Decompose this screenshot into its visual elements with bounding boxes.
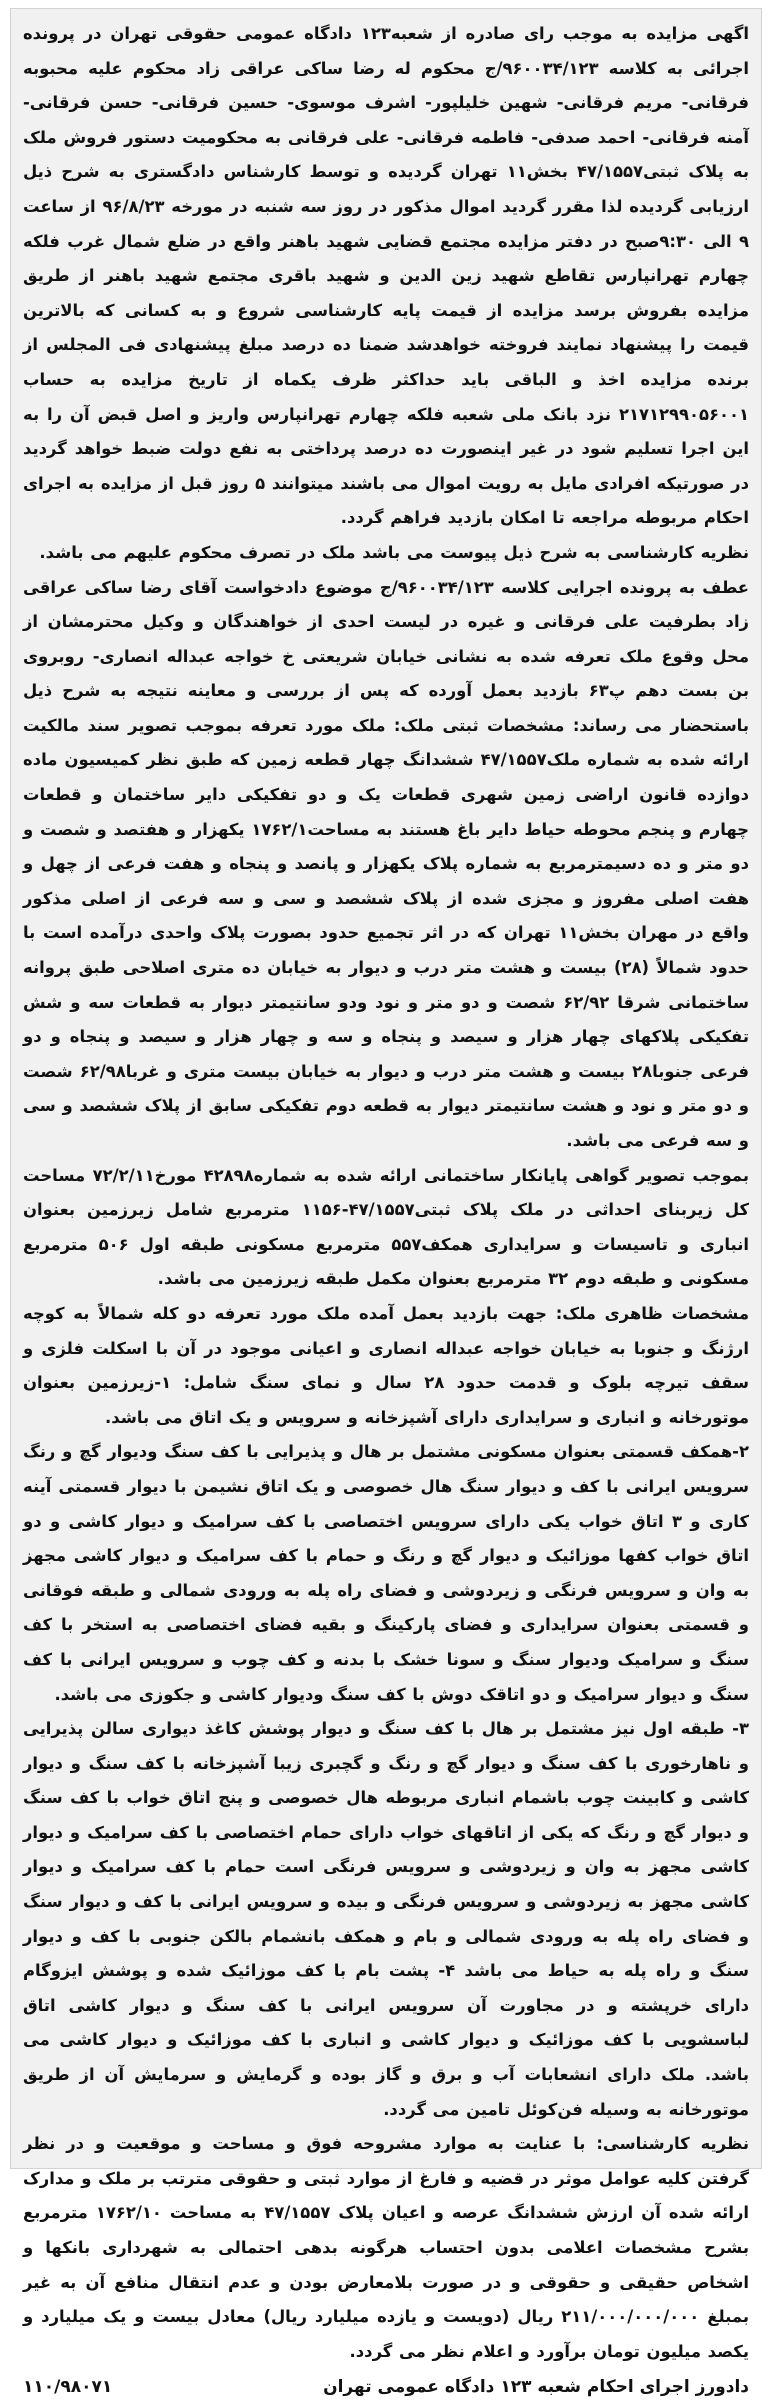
registration-details-paragraph: عطف به پرونده اجرایی کلاسه ۹۶۰۰۳۴/۱۲۳/ج موضوع دادخواست آقای رضا ساکی عراقی زاد بطرفیت علی فرقانی و غیره در لیست احدی از خواهندگان و وکیل محترمشان از محل وقوع ملک تعرفه شده به نشانی خیابان شریعتی خ خواجه عبداله انصاری- روبروی بن بست دهم پ۶۳ بازدید بعمل آورده که پس از بررسی و معاینه نتیجه به شرح ذیل باستحضار می رساند: مشخصات ثبتی ملک: ملک مورد تعرفه بموجب تصویر سند مالکیت ارائه شده به شماره ملک۴۷/۱۵۵۷ ششدانگ چهار قطعه زمین که طبق نظر کمیسیون ماده دوازده قانون اراضی زمین شهری قطعات یک و دو تفکیکی دایر ساختمان و قطعات چهارم و پنجم محوطه حیاط دایر باغ هستند به مساحت۱۷۶۲/۱ یکهزار و هفتصد و شصت و دو متر و ده دسیمترمربع به شماره پلاک یکهزار و پانصد و پنجاه و هفت فرعی از چهل و هفت اصلی مفروز و مجزی شده از پلاک ششصد و سی و سه فرعی از اصلی مذکور واقع در مهران بخش۱۱ تهران که در اثر تجمیع حدود بصورت پلاک واحدی درآمده است با حدود شمالاً (۲۸) بیست و هشت متر درب و دیوار به خیابان ده متری اصلاحی طبق پروانه ساختمانی شرقا ۶۲/۹۲ شصت و دو متر و نود ودو سانتیمتر دیوار به قطعات سه و شش تفکیکی پلاکهای چهار هزار و سیصد و پنجاه و سه و چهار هزار و سیصد و پنجاه و دو فرعی جنوبا۲۸ بیست و هشت متر درب و دیوار به خیابان بیست متری و غربا۶۲/۹۸ شصت و دو متر و نود و هشت سانتیمتر دیوار به قطعه دوم تفکیکی سابق از پلاک ششصد و سی و سه فرعی می باشد.	[23, 577, 750, 1150]
valuation-paragraph: نظریه کارشناسی: با عنایت به موارد مشروحه فوق و مساحت و موقعیت و در نظر گرفتن کلیه عوامل موثر در قضیه و فارغ از موارد ثبتی و حقوقی مترتب بر ملک و مدارک ارائه شده آن ارزش ششدانگ عرصه و اعیان پلاک ۴۷/۱۵۵۷ به مساحت ۱۷۶۲/۱۰ مترمربع بشرح مشخصات اعلامی بدون احتساب هرگونه بدهی احتمالی به شهرداری بانکها و اشخاص حقیقی و حقوقی و در صورت بلامعارض بودن و عدم انتقال منافع آن به غیر بمبلغ ۲۱۱/۰۰۰/۰۰۰/۰۰۰ ریال (دویست و یازده میلیارد ریال) معادل بیست و یک میلیارد و یکصد میلیون تومان برآورد و اعلام نظر می گردد.	[23, 2134, 749, 2361]
exterior-specs-paragraph: مشخصات ظاهری ملک: جهت بازدید بعمل آمده ملک مورد تعرفه دو کله شمالاً به کوچه ارژنگ و جنوبا به خیابان خواجه عبداله انصاری و اعیانی موجود در آن با اسکلت فلزی و سقف تیرچه بلوک و قدمت حدود ۲۸ سال و نمای سنگ شامل: ۱-زیرزمین بعنوان موتورخانه و انباری و سرایداری دارای آشپزخانه و سرویس و یک اتاق می باشد.	[23, 1303, 749, 1427]
notice-footer	[23, 2371, 749, 2403]
first-floor-paragraph: ۳- طبقه اول نیز مشتمل بر هال با کف سنگ و دیوار پوشش کاغذ دیواری سالن پذیرایی و ناهارخوری با کف سنگ و دیوار گچ و رنگ و گچبری زیبا آشپزخانه با کف سنگ و دیوار کاشی و کابینت چوب باشمام انباری مربوطه هال خصوصی و پنج اتاق خواب با کف سنگ و دیوار گچ و رنگ که یکی از اتاقهای خواب دارای حمام اختصاصی با کف سرامیک و دیوار کاشی مجهز به وان و زیردوشی و سرویس فرنگی است حمام با کف سرامیک و دیوار کاشی مجهز به زیردوشی و سرویس فرنگی و بیده و سرویس ایرانی با کف و دیوار سنگ و فضای راه پله به ورودی شمالی و بام و همکف بانشمام بالکن جنوبی با کف و دیوار سنگ و راه پله به حیاط می باشد ۴- پشت بام با کف موزائیک شده و پوشش ایزوگام دارای خرپشته و در مجاورت آن سرویس ایرانی با کف سنگ و دیوار کاشی اتاق لباسشویی با کف موزائیک و دیوار کاشی و انباری با کف موزائیک و دیوار کاشی می باشد. ملک دارای انشعابات آب و برق و گاز بوده و گرمایش و سرمایش آن از طریق موتورخانه به وسیله فن‌کوئل تامین می گردد.	[23, 1719, 749, 2119]
newspaper-notice	[10, 8, 762, 2398]
ground-floor-paragraph: ۲-همکف قسمتی بعنوان مسکونی مشتمل بر هال و پذیرایی با کف سنگ ودیوار گچ و رنگ سرویس ایرانی با کف و دیوار سنگ هال خصوصی و یک اتاق نشیمن با دیوار قسمتی آینه کاری و ۳ اتاق خواب یکی دارای سرویس اختصاصی با کف سرامیک و دیوار کاشی و دو اتاق خواب کفها موزائیک و دیوار گچ و رنگ و حمام با کف سرامیک و دیوار کاشی مجهز به وان و سرویس فرنگی و زیردوشی و فضای راه پله به ورودی شمالی و طبقه فوقانی و قسمتی بعنوان سرایداری و فضای پارکینگ و بقیه فضای اختصاصی به استخر با کف سنگ و سرامیک ودیوار سنگ و سونا خشک با بدنه و کف چوب و سرویس ایرانی با کف سنگ و دیوار سرامیک و دو اتاقک دوش با کف سنگ ودیوار کاشی و جکوزی می باشد.	[23, 1442, 749, 1704]
expert-opinion-intro: نظریه کارشناسی به شرح ذیل پیوست می باشد ملک در تصرف محکوم علیهم می باشد.	[39, 542, 749, 562]
auction-announcement-paragraph: اگهی مزایده به موجب رای صادره از شعبه۱۲۳ دادگاه عمومی حقوقی تهران در پرونده اجرائی به کلاسه ۹۶۰۰۳۴/۱۲۳/ج محکوم له رضا ساکی عراقی زاد محکوم علیه محبوبه فرقانی- مریم فرقانی- شهین خلیلپور- اشرف موسوی- حسین فرقانی- حسن فرقانی- آمنه فرقانی- احمد صدفی- فاطمه فرقانی- علی فرقانی به محکومیت دستور فروش ملک به پلاک ثبتی۴۷/۱۵۵۷ بخش۱۱ تهران گردیده و توسط کارشناس دادگستری به شرح ذیل ارزیابی گردیده لذا مقرر گردید اموال مذکور در روز سه شنبه در مورخه ۹۶/۸/۲۳ از ساعت ۹ الی ۹:۳۰صبح در دفتر مزایده مجتمع قضایی شهید باهنر واقع در ضلع شمال غرب فلکه چهارم تهرانپارس تقاطع شهید زین الدین و شهید باقری مجتمع شهید باهنر از طریق مزایده بفروش برسد مزایده از قیمت پایه کارشناسی شروع و به کسانی که بالاترین قیمت را پیشنهاد نمایند فروخته خواهدشد ضمنا ده درصد مبلغ پیشنهادی فی المجلس از برنده مزایده اخذ و الباقی باید حداکثر ظرف یکماه از تاریخ مزایده به حساب ۲۱۷۱۲۹۹۰۵۶۰۰۱ نزد بانک ملی شعبه فلکه چهارم تهرانپارس واریز و اصل قبض آن را به این اجرا تسلیم شود در غیر اینصورت ده درصد پرداختی به نفع دولت ضبط خواهد گردید در صورتیکه افرادی مایل به رویت اموال می باشند میتوانند ۵ روز قبل از مزایده به اجرای احکام مربوطه مراجعه تا امکان بازدید فراهم گردد.	[23, 24, 750, 528]
signature-line: دادورز اجرای احکام شعبه ۱۲۳ دادگاه عمومی تهران	[323, 2377, 749, 2398]
building-certificate-paragraph: بموجب تصویر گواهی پایانکار ساختمانی ارائه شده به شماره۴۲۸۹۸ مورخ۷۲/۲/۱۱ مساحت کل زیربنای احداثی در ملک پلاک ثبتی۴۷/۱۵۵۷-۱۱۵۶ مترمربع شامل زیرزمین بعنوان انباری و تاسیسات و سرایداری همکف۵۵۷ مترمربع مسکونی طبقه اول ۵۰۶ مترمربع مسکونی و طبقه دوم ۳۲ مترمربع بعنوان مکمل طبقه زیرزمین می باشد.	[23, 1165, 749, 1289]
reference-number: ۱۱۰/۹۸۰۷۱	[23, 2377, 113, 2398]
